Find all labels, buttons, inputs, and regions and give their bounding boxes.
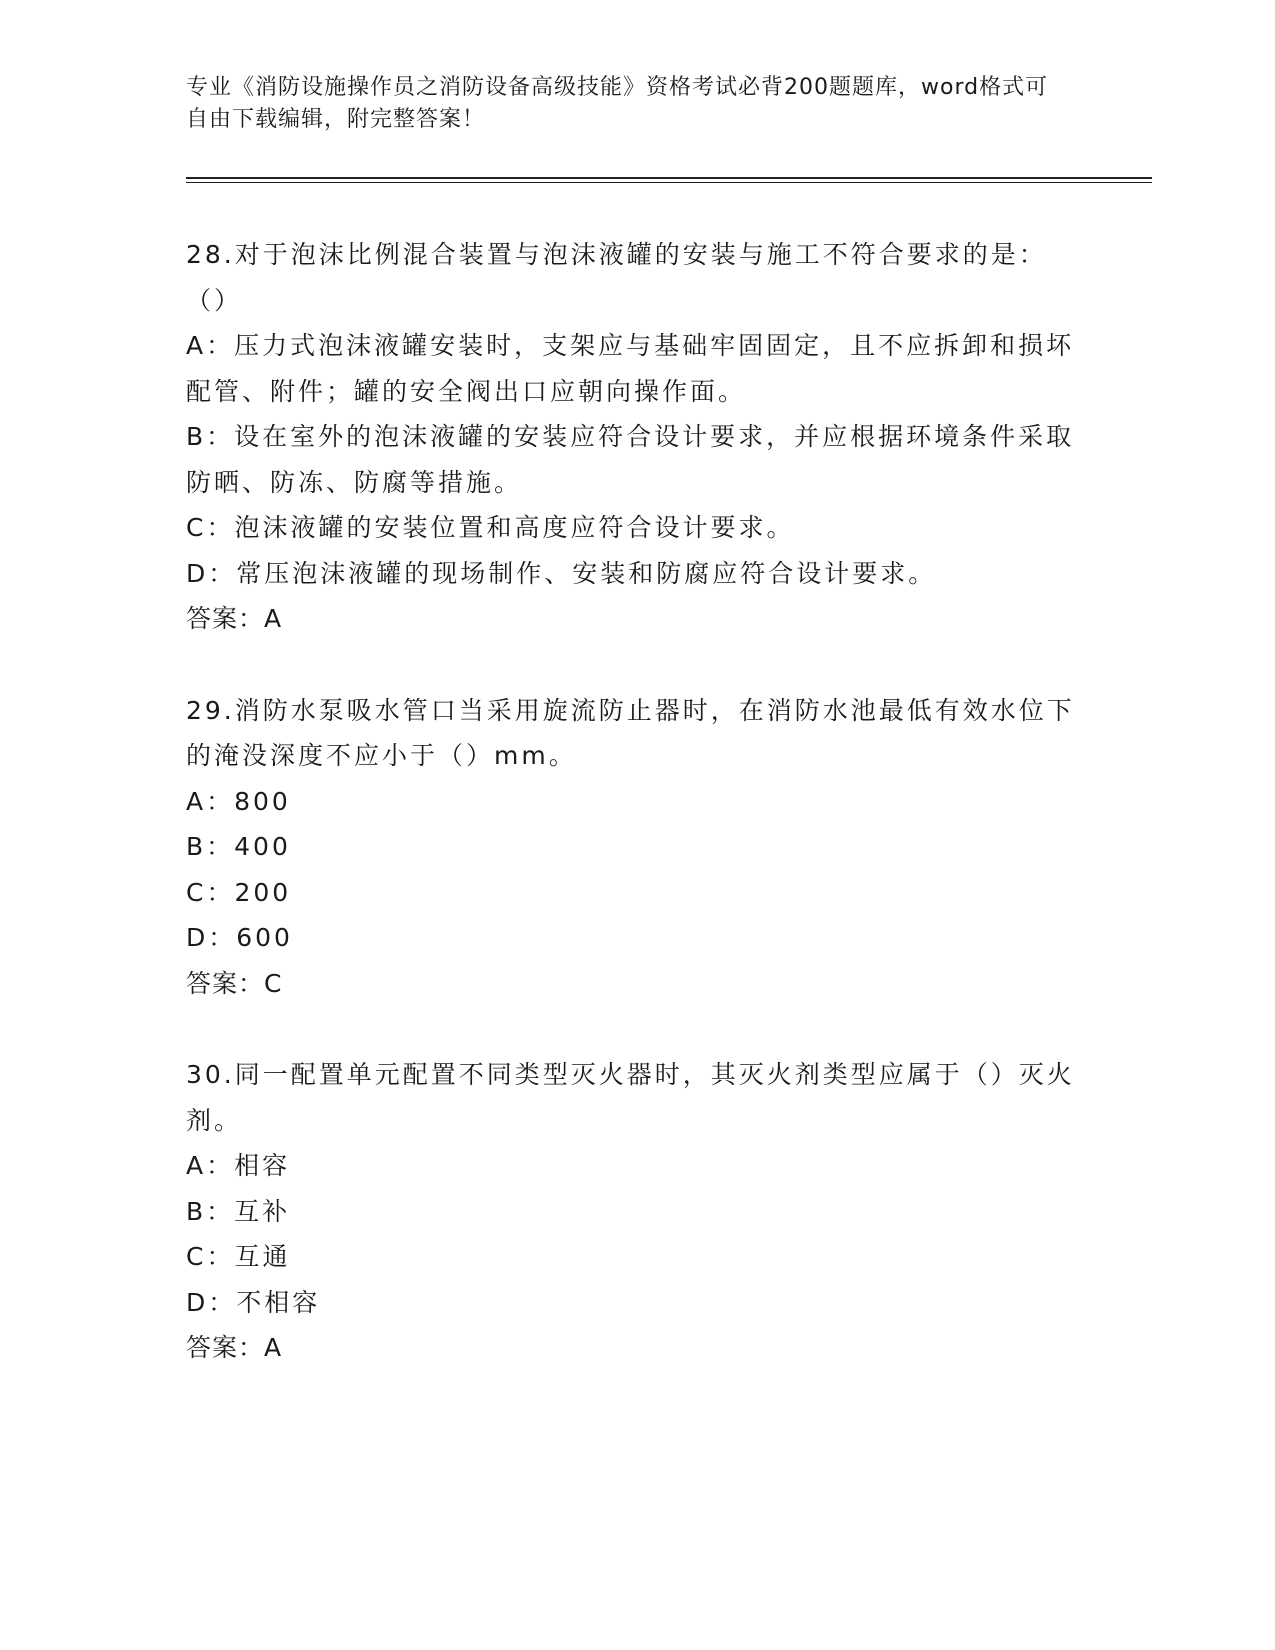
question-30	[186, 1052, 1076, 1371]
option-a: A：相容	[186, 1151, 291, 1180]
document-header	[186, 72, 1066, 136]
option-b: B：互补	[186, 1196, 291, 1226]
answer: 答案：A	[186, 604, 283, 633]
option-d: D：常压泡沫液罐的现场制作、安装和防腐应符合设计要求。	[186, 558, 937, 588]
question-stem: 29.消防水泵吸水管口当采用旋流防止器时，在消防水池最低有效水位下的淹没深度不应小于（）mm。	[186, 695, 1075, 770]
option-c: C：200	[186, 877, 292, 907]
option-b: B：400	[186, 832, 291, 861]
header-text: 专业《消防设施操作员之消防设备高级技能》资格考试必背200题题库，word格式可自由下载编辑，附完整答案！	[186, 75, 1049, 132]
option-d: D：不相容	[186, 1287, 321, 1317]
question-list	[186, 232, 1076, 1417]
question-29	[186, 688, 1076, 1007]
option-a: A：压力式泡沫液罐安装时，支架应与基础牢固固定，且不应拆卸和损坏配管、附件；罐的安全阀出口应朝向操作面。	[186, 331, 1075, 406]
answer: 答案：A	[186, 1333, 283, 1362]
question-stem: 30.同一配置单元配置不同类型灭火器时，其灭火剂类型应属于（）灭火剂。	[186, 1060, 1075, 1135]
option-b: B：设在室外的泡沫液罐的安装应符合设计要求，并应根据环境条件采取防晒、防冻、防腐等措施。	[186, 422, 1075, 497]
answer: 答案：C	[186, 968, 283, 998]
option-c: C：泡沫液罐的安装位置和高度应符合设计要求。	[186, 513, 795, 542]
option-d: D：600	[186, 923, 293, 952]
question-stem: 28.对于泡沫比例混合装置与泡沫液罐的安装与施工不符合要求的是：（）	[186, 240, 1047, 315]
header-divider	[186, 177, 1152, 183]
question-28	[186, 232, 1076, 642]
option-a: A：800	[186, 786, 291, 816]
option-c: C：互通	[186, 1242, 291, 1271]
